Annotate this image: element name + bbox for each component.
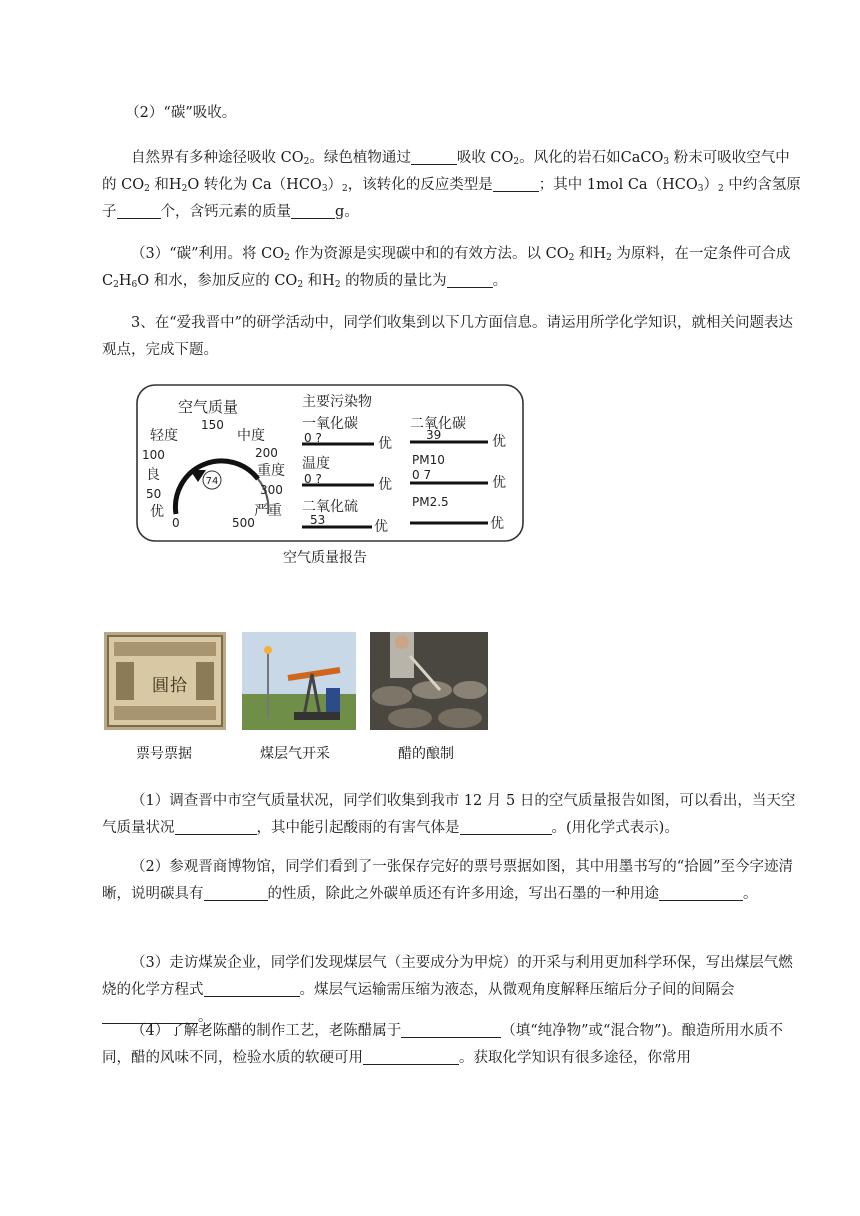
so2-rating: 优 xyxy=(374,519,388,535)
co-value: 0 ? xyxy=(304,431,322,445)
co-rating: 优 xyxy=(378,436,392,452)
level-good: 良 xyxy=(146,467,160,483)
so2-value: 53 xyxy=(310,513,326,527)
level-severe: 严重 xyxy=(254,503,282,519)
note-char-2: 拾 xyxy=(170,676,187,696)
scale-150: 150 xyxy=(201,418,224,432)
gauge-title: 空气质量 xyxy=(178,398,239,416)
answer-blank[interactable] xyxy=(493,175,539,192)
no2-value: 39 xyxy=(426,428,442,442)
sub-question-3: （3）走访煤炭企业，同学们发现煤层气（主要成分为甲烷）的开采与利用更加科学环保，写出煤层气燃烧的化学方程式 。煤层气运输需压缩为液态，从微观角度解释压缩后分子间的间隔会。 xyxy=(102,955,793,1025)
level-excellent: 优 xyxy=(150,504,164,520)
so2-label: 二氧化硫 xyxy=(302,499,358,515)
answer-blank[interactable] xyxy=(175,818,257,835)
answer-blank[interactable] xyxy=(411,148,457,165)
banknote-photo xyxy=(104,632,226,730)
scale-50: 50 xyxy=(146,487,162,501)
q2-header: （2）“碳”吸收。 xyxy=(125,105,237,121)
oil-pump-photo xyxy=(242,632,356,730)
scale-100: 100 xyxy=(142,448,165,462)
pm10-rating: 优 xyxy=(492,475,506,491)
co-label: 一氧化碳 xyxy=(302,416,358,432)
scale-500: 500 xyxy=(232,516,255,530)
pm25-label: PM2.5 xyxy=(412,495,449,509)
vinegar-caption: 醋的酿制 xyxy=(398,746,454,762)
no2-rating: 优 xyxy=(492,434,506,450)
answer-blank[interactable] xyxy=(117,202,161,219)
answer-blank[interactable] xyxy=(460,818,552,835)
pm10-label: PM10 xyxy=(412,453,445,467)
note-char-1: 圓 xyxy=(152,676,169,696)
answer-blank[interactable] xyxy=(401,1021,501,1038)
scale-0: 0 xyxy=(172,516,180,530)
level-heavy: 重度 xyxy=(257,463,285,479)
gauge-current-value: 74 xyxy=(205,476,219,487)
sub-question-1: （1）调查晋中市空气质量状况，同学们收集到我市 12 月 5 日的空气质量报告如图，可以看出，当天空气质量状况 ，其中能引起酸雨的有害气体是 。(用化学式表示)。 xyxy=(102,793,796,836)
level-light: 轻度 xyxy=(150,428,178,444)
air-quality-report-figure xyxy=(136,384,526,544)
answer-blank[interactable] xyxy=(659,884,743,901)
answer-blank[interactable] xyxy=(363,1048,459,1065)
answer-blank[interactable] xyxy=(447,271,493,288)
temp-rating: 优 xyxy=(378,477,392,493)
answer-blank[interactable] xyxy=(204,980,300,997)
banknote-caption: 票号票据 xyxy=(136,746,192,762)
scale-200: 200 xyxy=(255,446,278,460)
pm25-rating: 优 xyxy=(490,516,504,532)
vinegar-brewing-photo xyxy=(370,632,488,730)
pm10-value: 0 7 xyxy=(412,468,432,482)
sub-question-4: （4）了解老陈醋的制作工艺，老陈醋属于 （填“纯净物”或“混合物”)。酿造所用水质不同，醋的风味不同，检验水质的软硬可用 。获取化学知识有很多途径，你常用 xyxy=(102,1023,784,1066)
pollutants-title: 主要污染物 xyxy=(302,394,372,410)
air-report-caption: 空气质量报告 xyxy=(283,550,367,566)
coalbed-gas-caption: 煤层气开采 xyxy=(260,746,330,762)
q2-paragraph: 自然界有多种途径吸收 $CO_2$。绿色植物通过 吸收 $CO_2$。风化的岩石如CaCO$_3$ 粉末可吸收空气中的 $CO_2$ 和$H_2O$ 转化为 $Ca(HCO_3)_2$，该转化的反应类型是 ；其中 1mol $Ca(HCO_3)_2$ 中约含氢原子 个，含钙元素的质量 g。 xyxy=(102,150,801,220)
answer-blank[interactable] xyxy=(291,202,335,219)
q3-paragraph: （3）“碳”利用。将 $CO_2$ 作为资源是实现碳中和的有效方法。以 $CO_2$ 和$H_2$ 为原料，在一定条件可合成 $C_2H_6O$ 和水，参加反应的 $CO_2$ 和$H_2$ 的物质的量比为 。 xyxy=(102,246,791,290)
answer-blank[interactable] xyxy=(204,884,268,901)
sub-question-2: （2）参观晋商博物馆，同学们看到了一张保存完好的票号票据如图，其中用墨书写的“拾圆”至今字迹清晰，说明碳具有 的性质，除此之外碳单质还有许多用途，写出石墨的一种用途 。 xyxy=(102,859,794,902)
temp-label: 温度 xyxy=(302,456,330,472)
problem-3-intro: 3、在“爱我晋中”的研学活动中，同学们收集到以下几方面信息。请运用所学化学知识，就相关问题表达观点，完成下题。 xyxy=(102,315,794,358)
temp-value: 0 ? xyxy=(304,472,322,486)
no2-label: 二氧化碳 xyxy=(410,416,466,432)
level-medium: 中度 xyxy=(237,428,265,444)
scale-300: 300 xyxy=(260,483,283,497)
